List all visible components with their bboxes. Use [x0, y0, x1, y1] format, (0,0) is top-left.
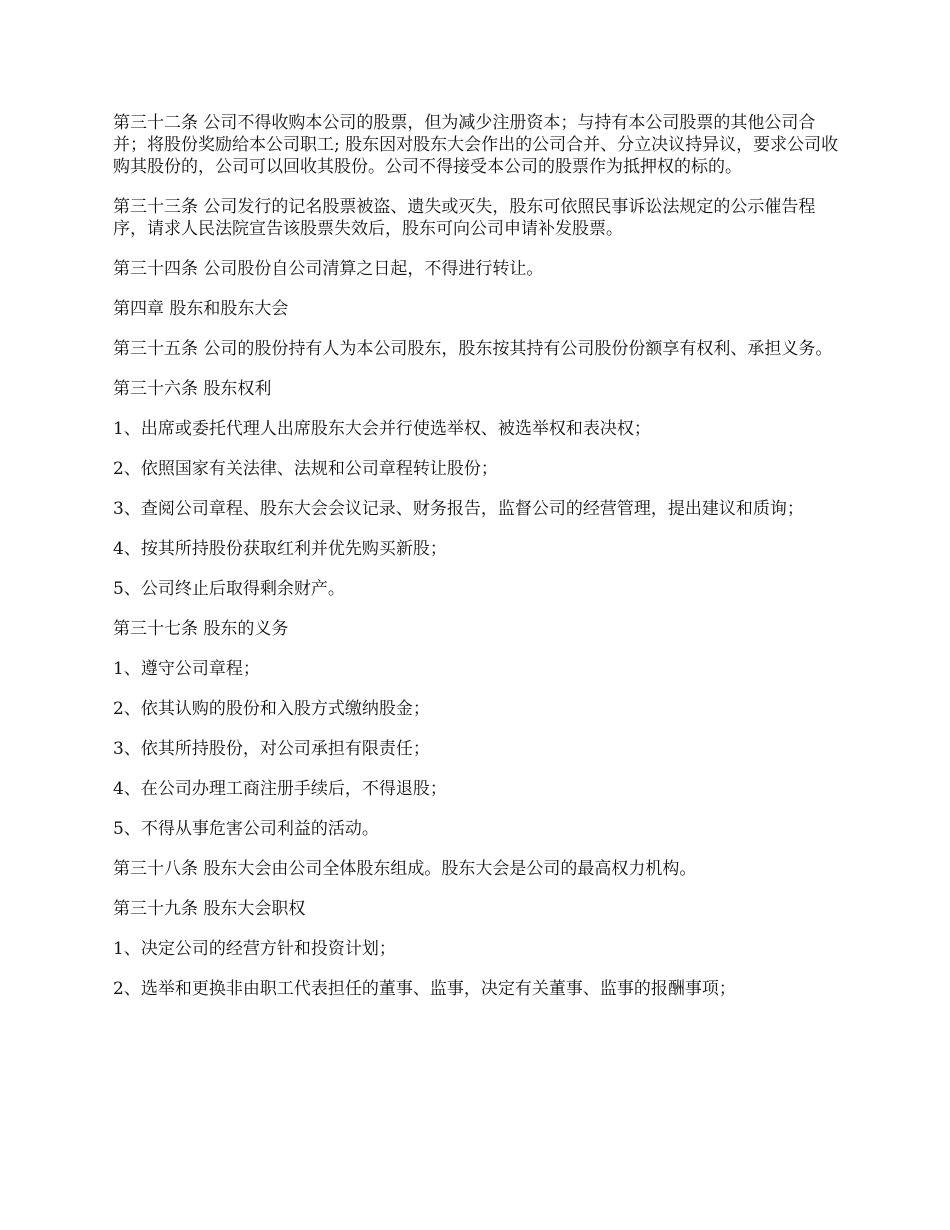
article-36-item-5: 5、公司终止后取得剩余财产。 — [113, 579, 345, 599]
article-36-item-2: 2、依照国家有关法律、法规和公司章程转让股份； — [113, 459, 498, 479]
article-39-item-2: 2、选举和更换非由职工代表担任的董事、监事，决定有关董事、监事的报酬事项； — [113, 979, 736, 999]
article-36-item-1: 1、出席或委托代理人出席股东大会并行使选举权、被选举权和表决权； — [113, 419, 651, 439]
article-39-heading: 第三十九条 股东大会职权 — [113, 899, 306, 919]
article-38: 第三十八条 股东大会由公司全体股东组成。股东大会是公司的最高权力机构。 — [113, 859, 697, 879]
article-37-heading: 第三十七条 股东的义务 — [113, 619, 289, 639]
article-33: 第三十三条 公司发行的记名股票被盗、遗失或灭失，股东可依照民事诉讼法规定的公示催告程序，请求人民法院宣告该股票失效后，股东可向公司申请补发股票。 — [113, 197, 816, 239]
article-37-item-1: 1、遵守公司章程； — [113, 659, 260, 679]
article-37-item-4: 4、在公司办理工商注册手续后，不得退股； — [113, 779, 447, 799]
article-36-heading: 第三十六条 股东权利 — [113, 379, 272, 399]
article-36-item-3: 3、查阅公司章程、股东大会会议记录、财务报告，监督公司的经营管理，提出建议和质询； — [113, 499, 804, 519]
article-32: 第三十二条 公司不得收购本公司的股票，但为减少注册资本；与持有本公司股票的其他公司合并；将股份奖励给本公司职工; 股东因对股东大会作出的公司合并、分立决议持异议，要求公司收购其股份的，公司可以回收其股份。公司不得接受本公司的股票作为抵押权的标的。 — [113, 113, 839, 177]
document-page — [113, 112, 843, 1018]
article-39-item-1: 1、决定公司的经营方针和投资计划； — [113, 939, 396, 959]
article-37-item-2: 2、依其认购的股份和入股方式缴纳股金； — [113, 699, 430, 719]
article-37-item-5: 5、不得从事危害公司利益的活动。 — [113, 819, 379, 839]
article-35: 第三十五条 公司的股份持有人为本公司股东，股东按其持有公司股份份额享有权利、承担义务。 — [113, 339, 833, 359]
article-37-item-3: 3、依其所持股份，对公司承担有限责任； — [113, 739, 430, 759]
article-36-item-4: 4、按其所持股份获取红利并优先购买新股； — [113, 539, 447, 559]
chapter-4-heading: 第四章 股东和股东大会 — [113, 299, 289, 319]
article-34: 第三十四条 公司股份自公司清算之日起，不得进行转让。 — [113, 259, 544, 279]
